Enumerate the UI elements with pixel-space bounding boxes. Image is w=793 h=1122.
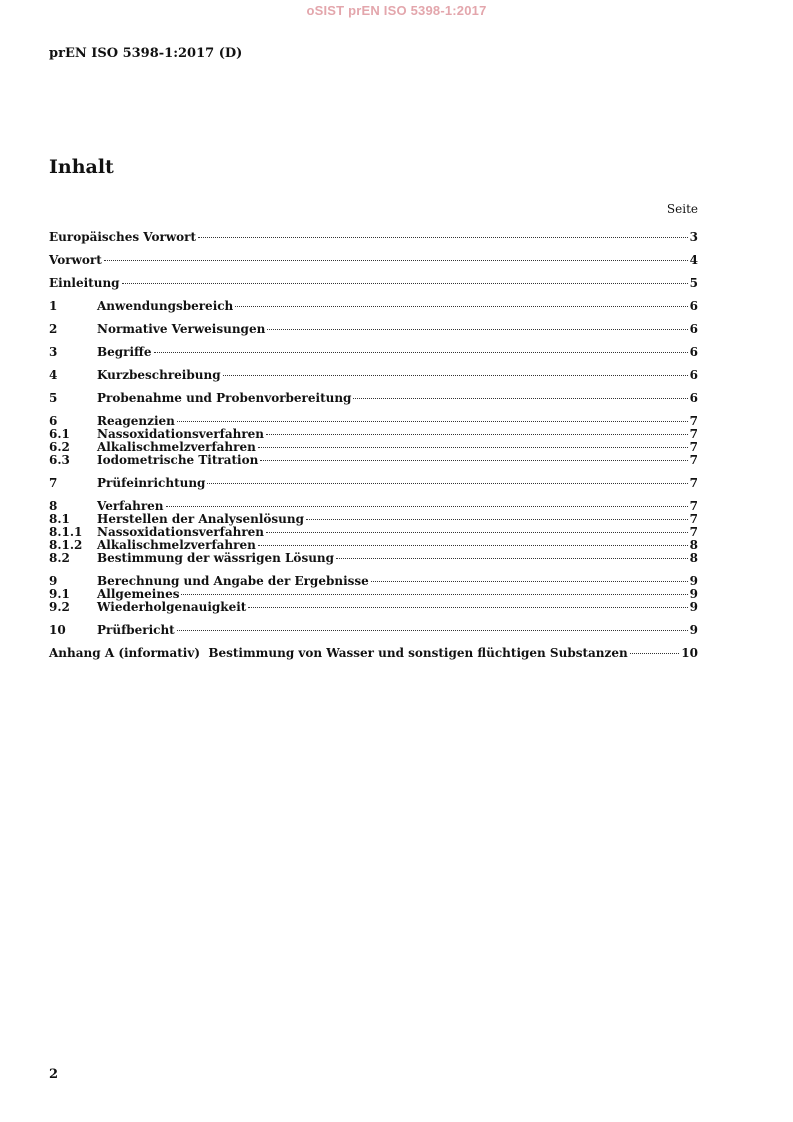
toc-entry-number: 1 <box>49 299 58 313</box>
toc-entry[interactable] <box>49 254 698 267</box>
toc-entry[interactable] <box>49 477 698 490</box>
toc-entry-page: 8 <box>689 538 698 552</box>
toc-entry-number: 6.3 <box>49 453 70 467</box>
toc-entry[interactable] <box>49 300 698 313</box>
toc-entry-page: 7 <box>689 427 698 441</box>
toc-leader <box>260 460 687 461</box>
toc-entry-page: 6 <box>689 299 698 313</box>
toc-entry-title: Alkalischmelzverfahren <box>97 440 256 454</box>
toc-entry-page: 6 <box>689 345 698 359</box>
toc-entry-number: 6.1 <box>49 427 70 441</box>
toc-entry-number: 5 <box>49 391 58 405</box>
toc-entry-title: Iodometrische Titration <box>97 453 259 467</box>
table-of-contents <box>49 231 698 660</box>
toc-leader <box>630 653 680 654</box>
toc-entry-title: Nassoxidationsverfahren <box>97 525 264 539</box>
toc-entry-title: Kurzbeschreibung <box>97 368 221 382</box>
toc-entry-title: Allgemeines <box>97 587 180 601</box>
toc-entry-title: Europäisches Vorwort <box>49 230 197 244</box>
toc-entry-page: 6 <box>689 322 698 336</box>
toc-entry-page: 7 <box>689 525 698 539</box>
watermark: oSIST prEN ISO 5398-1:2017 <box>306 3 487 18</box>
toc-entry[interactable] <box>49 392 698 405</box>
toc-entry-title: Nassoxidationsverfahren <box>97 427 264 441</box>
toc-entry-page: 7 <box>689 499 698 513</box>
page-column-label: Seite <box>666 202 698 216</box>
toc-entry-title: Probenahme und Probenvorbereitung <box>97 391 352 405</box>
toc-entry-page: 7 <box>689 440 698 454</box>
toc-leader <box>306 519 688 520</box>
toc-leader <box>223 375 688 376</box>
toc-entry-page: 6 <box>689 391 698 405</box>
toc-entry-page: 9 <box>689 587 698 601</box>
toc-entry-page: 3 <box>689 230 698 244</box>
toc-leader <box>258 447 688 448</box>
toc-entry-number: 8.1.1 <box>49 525 83 539</box>
toc-entry-page: 7 <box>689 512 698 526</box>
toc-leader <box>353 398 687 399</box>
toc-leader <box>154 352 688 353</box>
toc-entry-title: Normative Verweisungen <box>97 322 266 336</box>
document-id: prEN ISO 5398-1:2017 (D) <box>49 46 243 61</box>
toc-entry[interactable] <box>49 323 698 336</box>
toc-leader <box>198 237 688 238</box>
toc-entry-number: 8 <box>49 499 58 513</box>
toc-entry-title: Berechnung und Angabe der Ergebnisse <box>97 574 369 588</box>
toc-entry-number: 6.2 <box>49 440 70 454</box>
toc-entry[interactable] <box>49 231 698 244</box>
toc-entry-number: 2 <box>49 322 58 336</box>
toc-entry-page: 7 <box>689 476 698 490</box>
toc-entry-number: 9.2 <box>49 600 70 614</box>
toc-leader <box>177 421 688 422</box>
toc-entry[interactable] <box>49 346 698 359</box>
toc-entry-title: Wiederholgenauigkeit <box>97 600 247 614</box>
toc-entry-page: 8 <box>689 551 698 565</box>
toc-entry-title: Verfahren <box>97 499 164 513</box>
toc-entry-page: 7 <box>689 414 698 428</box>
toc-entry-page: 10 <box>681 646 698 660</box>
toc-leader <box>177 630 688 631</box>
toc-entry-number: 6 <box>49 414 58 428</box>
page-number: 2 <box>49 1067 59 1082</box>
toc-entry-number: 7 <box>49 476 58 490</box>
toc-entry-page: 6 <box>689 368 698 382</box>
toc-entry-page: 7 <box>689 453 698 467</box>
toc-leader <box>104 260 688 261</box>
toc-entry-number: 9.1 <box>49 587 70 601</box>
toc-entry[interactable] <box>49 369 698 382</box>
toc-entry-title: Anwendungsbereich <box>97 299 234 313</box>
toc-leader <box>181 594 687 595</box>
toc-leader <box>266 434 688 435</box>
toc-heading: Inhalt <box>49 156 114 178</box>
toc-entry-number: 9 <box>49 574 58 588</box>
toc-entry-number: 3 <box>49 345 58 359</box>
toc-entry-page: 5 <box>689 276 698 290</box>
toc-entry[interactable] <box>49 601 698 614</box>
toc-entry-number: 8.1.2 <box>49 538 83 552</box>
toc-leader <box>166 506 688 507</box>
toc-leader <box>235 306 687 307</box>
toc-entry-title: Prüfeinrichtung <box>97 476 206 490</box>
toc-entry-title: Bestimmung der wässrigen Lösung <box>97 551 335 565</box>
toc-entry-page: 9 <box>689 600 698 614</box>
toc-entry-page: 4 <box>689 253 698 267</box>
toc-entry-title: Einleitung <box>49 276 120 290</box>
toc-entry-title: Anhang A (informativ) Bestimmung von Wasser und sonstigen flüchtigen Substanzen <box>49 646 628 660</box>
toc-entry[interactable] <box>49 552 698 565</box>
toc-entry-title: Herstellen der Analysenlösung <box>97 512 305 526</box>
toc-entry-title: Begriffe <box>97 345 152 359</box>
toc-entry-number: 8.1 <box>49 512 70 526</box>
toc-leader <box>266 532 688 533</box>
toc-entry-title: Reagenzien <box>97 414 175 428</box>
toc-entry-page: 9 <box>689 623 698 637</box>
toc-leader <box>258 545 688 546</box>
toc-entry[interactable] <box>49 454 698 467</box>
toc-leader <box>122 283 688 284</box>
toc-entry[interactable] <box>49 647 698 660</box>
toc-entry-title: Vorwort <box>49 253 102 267</box>
toc-entry[interactable] <box>49 624 698 637</box>
toc-entry-page: 9 <box>689 574 698 588</box>
toc-entry-title: Prüfbericht <box>97 623 175 637</box>
toc-entry[interactable] <box>49 277 698 290</box>
toc-entry-number: 10 <box>49 623 66 637</box>
toc-leader <box>248 607 687 608</box>
toc-entry-title: Alkalischmelzverfahren <box>97 538 256 552</box>
toc-leader <box>267 329 687 330</box>
toc-leader <box>207 483 687 484</box>
toc-leader <box>371 581 688 582</box>
toc-entry-number: 8.2 <box>49 551 70 565</box>
toc-entry-number: 4 <box>49 368 58 382</box>
toc-leader <box>336 558 688 559</box>
